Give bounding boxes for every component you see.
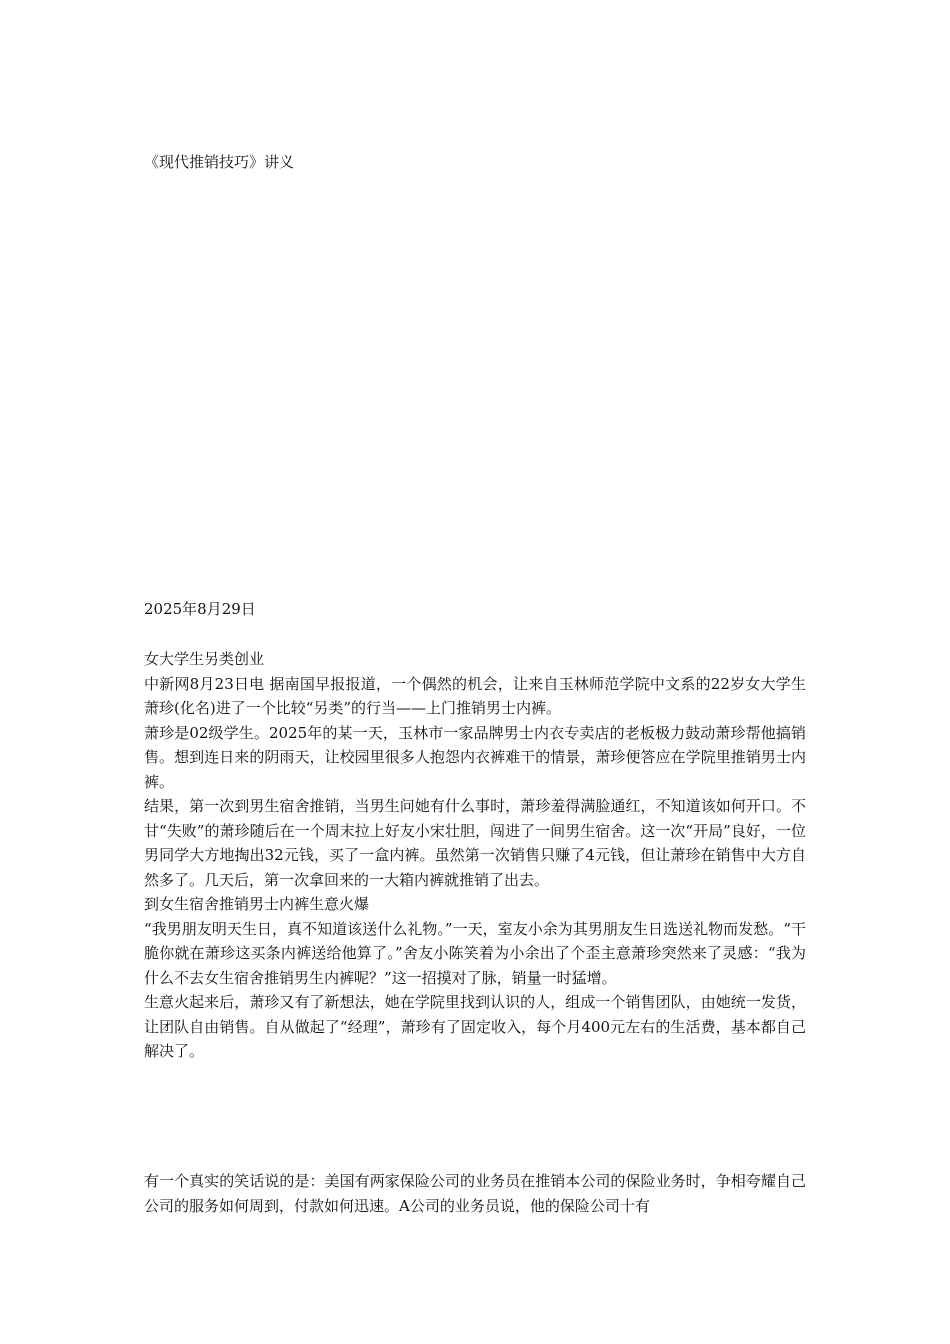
document-title: 《现代推销技巧》讲义 (144, 153, 295, 171)
article-section (144, 647, 806, 1064)
document-date: 2025年8月29日 (144, 600, 256, 618)
joke-section (144, 1169, 806, 1218)
article-paragraph: 生意火起来后，萧珍又有了新想法，她在学院里找到认识的人，组成一个销售团队，由她统一发货，让团队自由销售。自从做起了“经理”，萧珍有了固定收入，每个月400元左右的生活费，基本都自己解决了。 (144, 993, 806, 1060)
article-paragraph: “我男朋友明天生日，真不知道该送什么礼物。”一天，室友小余为其男朋友生日选送礼物而发愁。“干脆你就在萧珍这买条内裤送给他算了。”舍友小陈笑着为小余出了个歪主意萧珍突然来了灵感：“我为什么不去女生宿舍推销男生内裤呢？”这一招摸对了脉，销量一时猛增。 (144, 919, 806, 987)
article-heading: 女大学生另类创业 (144, 650, 265, 668)
article-subheading: 到女生宿舍推销男士内裤生意火爆 (144, 895, 370, 913)
article-paragraph: 萧珍是02级学生。2025年的某一天，玉林市一家品牌男士内衣专卖店的老板极力鼓动萧珍帮他搞销售。想到连日来的阴雨天，让校园里很多人抱怨内衣裤难干的情景，萧珍便答应在学院里推销男士内裤。 (144, 723, 806, 791)
article-paragraph: 中新网8月23日电 据南国早报报道，一个偶然的机会，让来自玉林师范学院中文系的22岁女大学生萧珍(化名)进了一个比较“另类”的行当——上门推销男士内裤。 (144, 674, 806, 717)
article-paragraph: 结果，第一次到男生宿舍推销，当男生问她有什么事时，萧珍羞得满脸通红，不知道该如何开口。不甘“失败”的萧珍随后在一个周末拉上好友小宋壮胆，闯进了一间男生宿舍。这一次“开局”良好，一位男同学大方地掏出32元钱，买了一盒内裤。虽然第一次销售只赚了4元钱，但让萧珍在销售中大方自然多了。几天后，第一次拿回来的一大箱内裤就推销了出去。 (144, 797, 806, 889)
joke-paragraph: 有一个真实的笑话说的是：美国有两家保险公司的业务员在推销本公司的保险业务时，争相夸耀自己公司的服务如何周到，付款如何迅速。A公司的业务员说，他的保险公司十有 (144, 1172, 806, 1215)
